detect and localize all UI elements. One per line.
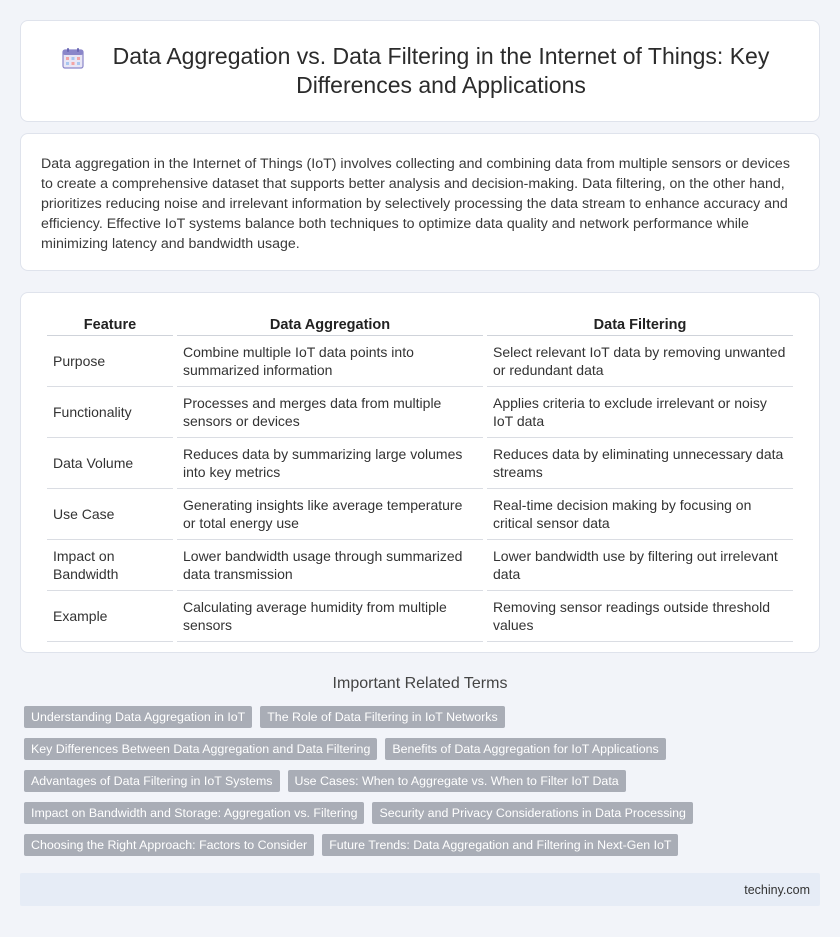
table-cell: Functionality (47, 387, 173, 438)
intro-card (20, 133, 820, 271)
table-cell: Example (47, 591, 173, 642)
related-term-link[interactable]: Advantages of Data Filtering in IoT Systems (24, 770, 280, 792)
related-term-link[interactable]: Impact on Bandwidth and Storage: Aggregation vs. Filtering (24, 802, 364, 824)
table-cell: Real-time decision making by focusing on critical sensor data (487, 489, 793, 540)
tag-row (24, 802, 824, 824)
tag-row (24, 706, 824, 728)
title-card (20, 20, 820, 122)
table-cell: Lower bandwidth usage through summarized data transmission (177, 540, 483, 591)
table-cell: Lower bandwidth use by filtering out irrelevant data (487, 540, 793, 591)
related-term-link[interactable]: Key Differences Between Data Aggregation and Data Filtering (24, 738, 377, 760)
related-term-link[interactable]: Understanding Data Aggregation in IoT (24, 706, 252, 728)
column-header: Data Aggregation (177, 313, 483, 336)
intro-text: Data aggregation in the Internet of Things (IoT) involves collecting and combining data from multiple sensors or devices to create a comprehensive dataset that supports better analysis and decision-making. Data filtering, on the other hand, prioritizes reducing noise and irrelevant information by selectively processing the data stream to enhance accuracy and efficiency. Effective IoT systems balance both techniques to optimize data quality and network performance while minimizing latency and bandwidth usage. (41, 156, 790, 252)
related-term-link[interactable]: Future Trends: Data Aggregation and Filtering in Next-Gen IoT (322, 834, 678, 856)
related-term-link[interactable]: The Role of Data Filtering in IoT Networks (260, 706, 504, 728)
table-cell: Use Case (47, 489, 173, 540)
table-cell: Combine multiple IoT data points into summarized information (177, 336, 483, 387)
related-term-link[interactable]: Use Cases: When to Aggregate vs. When to Filter IoT Data (288, 770, 626, 792)
related-term-link[interactable]: Security and Privacy Considerations in Data Processing (372, 802, 692, 824)
tag-row (24, 738, 824, 760)
table-cell: Applies criteria to exclude irrelevant or noisy IoT data (487, 387, 793, 438)
table-row (47, 591, 793, 642)
table-cell: Removing sensor readings outside threshold values (487, 591, 793, 642)
table-cell: Reduces data by summarizing large volumes into key metrics (177, 438, 483, 489)
table-row (47, 336, 793, 387)
table-cell: Impact on Bandwidth (47, 540, 173, 591)
footer (20, 873, 820, 906)
column-header: Feature (47, 313, 173, 336)
table-cell: Processes and merges data from multiple sensors or devices (177, 387, 483, 438)
related-terms-list (24, 706, 824, 866)
tag-row (24, 770, 824, 792)
calendar-icon (61, 46, 85, 70)
page-title: Data Aggregation vs. Data Filtering in the Internet of Things: Key Differences and Applications (112, 43, 770, 98)
table-row (47, 489, 793, 540)
table-cell: Calculating average humidity from multiple sensors (177, 591, 483, 642)
comparison-table-card (20, 292, 820, 653)
table-cell: Reduces data by eliminating unnecessary data streams (487, 438, 793, 489)
table-cell: Data Volume (47, 438, 173, 489)
table-row (47, 438, 793, 489)
related-terms-heading: Important Related Terms (332, 675, 508, 692)
table-row (47, 387, 793, 438)
table-cell: Generating insights like average temperature or total energy use (177, 489, 483, 540)
related-term-link[interactable]: Choosing the Right Approach: Factors to Consider (24, 834, 314, 856)
footer-brand-link[interactable]: techiny.com (744, 882, 810, 897)
tag-row (24, 834, 824, 856)
table-cell: Purpose (47, 336, 173, 387)
table-row (47, 540, 793, 591)
related-term-link[interactable]: Benefits of Data Aggregation for IoT Applications (385, 738, 665, 760)
column-header: Data Filtering (487, 313, 793, 336)
table-header-row (47, 313, 793, 336)
table-cell: Select relevant IoT data by removing unwanted or redundant data (487, 336, 793, 387)
comparison-table (43, 313, 797, 642)
